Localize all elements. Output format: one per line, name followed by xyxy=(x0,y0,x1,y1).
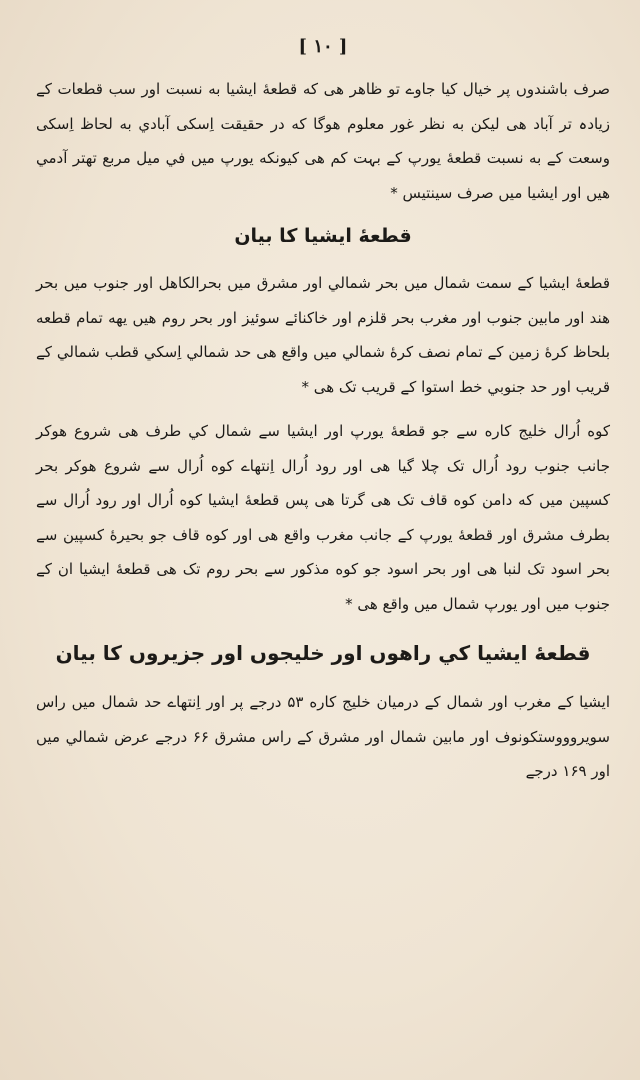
section-heading: قطعهٔ ایشیا کي راهوں اور خلیجوں اور جزیروں کا بیان xyxy=(55,641,591,665)
page-number: [ ۱۰ ] xyxy=(298,36,348,57)
section-heading: قطعهٔ ایشیا کا بیان xyxy=(234,225,412,247)
section-straits-gulfs-islands xyxy=(36,635,610,789)
paragraph: قطعهٔ ایشیا کے سمت شمال میں بحر شمالي اور مشرق میں بحرالکاهل اور جنوب میں بحر هند اور مابین جنوب اور مغرب بحر قلزم اور خاکنائے سوئیز اور بحر روم هیں یهه تمام قطعه بلحاظ کرهٔ زمین کے تمام نصف کرهٔ شمالي میں واقع هی حد شمالي اِسکي قطب شمالي کے قریب اور حد جنوبي خط استوا کے قریب تک هی * xyxy=(36,274,610,396)
paragraph: صرف باشندوں پر خیال کیا جاوے تو ظاهر هی که قطعهٔ ایشیا به نسبت اور سب قطعات کے زیادہ تر آباد هی لیکن به نظر غور معلوم هوگا که در حقیقت اِسکی آبادي به لحاظ اِسکی وسعت کے به نسبت قطعهٔ یورپ کے بہت کم هی کیونکه یورپ میں في میل مربع تهتر آدمي هیں اور ایشیا میں صرف سینتیس * xyxy=(36,80,610,202)
paragraph: ایشیا کے مغرب اور شمال کے درمیان خلیج کاره ۵۳ درجے پر اور اِنتهاے حد شمال میں راس سویروووستکونوف اور مابین شمال اور مشرق کے راس مشرق ۶۶ درجے عرض شمالي میں اور ۱۶۹ درجے xyxy=(36,693,610,780)
section-intro xyxy=(36,72,610,210)
paragraph: کوه اُرال خلیج کاره سے جو قطعهٔ یورپ اور ایشیا سے شمال کي طرف هی شروع هوکر جانب جنوب رود اُرال تک چلا گیا هی اور رود اُرال اِنتهاے کوه اُرال سے شروع هوکر بحر کسپین میں که دامن کوه قاف تک هی گرتا هی پس قطعهٔ ایشیا کوه اُرال اور رود اُرال سے بطرف مشرق اور قطعهٔ یورپ کے جانب مغرب واقع هی اور کوه قاف جو بحیرهٔ کسپین سے بحر اسود تک لنبا هی اور بحر اسود جو کوه مذکور سے بحر روم تک هی قطعهٔ ایشیا ان کے جنوب میں اور یورپ شمال میں واقع هی * xyxy=(36,422,610,613)
section-asia xyxy=(36,218,610,621)
